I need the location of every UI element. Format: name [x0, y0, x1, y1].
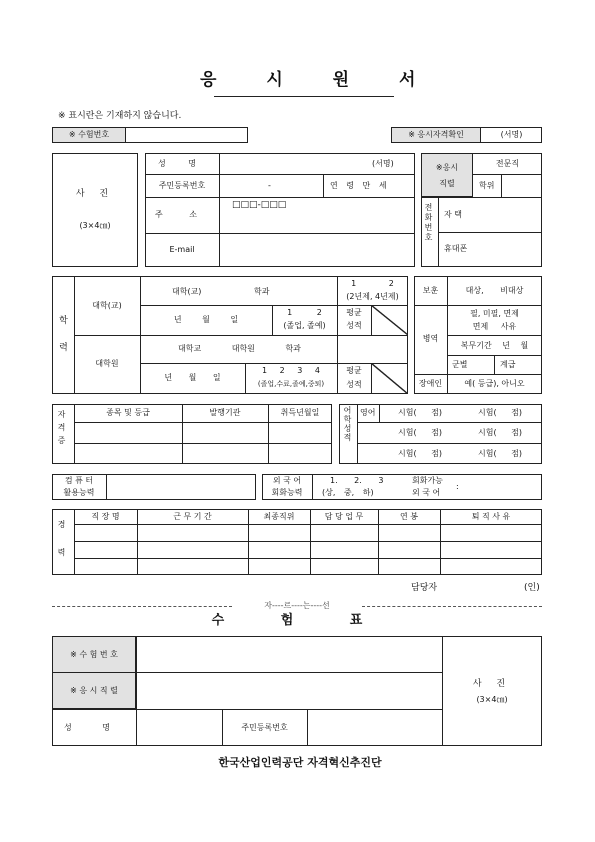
photo-size: (3×4㎝) — [79, 221, 111, 230]
ticket-title: 수 험 표 — [211, 613, 389, 628]
phone-side-label: 전화번호 — [424, 203, 433, 243]
age-label: 연 령 만 세 — [330, 181, 390, 190]
cut-line-right — [362, 606, 542, 607]
specialty-label: 전문직 — [495, 159, 520, 168]
grad-school-label: 대학원 — [95, 359, 119, 368]
degree-label: 학위 — [479, 181, 495, 190]
ticket-rrn-label: 주민등록번호 — [241, 723, 288, 732]
college-dept: 대학(교) 학과 — [172, 287, 270, 296]
rank-label: 계급 — [500, 360, 516, 369]
grad-gpa-1: 평균 — [346, 366, 362, 375]
gpa-slash-2 — [371, 363, 408, 394]
apply-job-label-2: 직렬 — [439, 179, 455, 188]
license-col-2: 발행기관 — [209, 408, 241, 417]
apply-job-label-cell — [421, 153, 473, 197]
license-col-3: 취득년월일 — [280, 408, 320, 417]
title-underline — [214, 96, 394, 97]
career-side-label: 경력 — [57, 520, 66, 576]
college-date-label: 년 월 일 — [173, 315, 239, 324]
grad-status-sub: (졸업,수료,졸예,중퇴) — [257, 380, 325, 388]
military-status-2: 면제 사유 — [472, 322, 517, 331]
notice-text: ※ 표시란은 기재하지 않습니다. — [58, 111, 182, 121]
photo-box[interactable] — [52, 153, 138, 267]
license-side-label: 자격증 — [57, 410, 66, 449]
conv-label-2: 외 국 어 — [412, 488, 441, 497]
lang-score-3a: 시험( 점) — [398, 449, 442, 458]
lang-score-1a: 시험( 점) — [398, 408, 442, 417]
career-col-1: 직 장 명 — [91, 512, 120, 521]
military-status-1: 필, 미필, 면제 — [470, 309, 519, 318]
exam-no-label: ※ 수험번호 — [68, 130, 110, 139]
grad-dept: 대학교 대학원 학과 — [178, 344, 301, 353]
service-period: 복무기간 년 월 — [460, 341, 529, 350]
career-col-2: 근 무 기 간 — [173, 512, 212, 521]
ticket-name-label: 성 명 — [64, 723, 124, 732]
cut-line-text: 자----르----는----선 — [264, 601, 330, 610]
postal-code: □□□-□□□ — [232, 200, 287, 210]
college-grad-sub: (졸업, 졸예) — [283, 321, 326, 330]
lang-score-3b: 시험( 점) — [478, 449, 522, 458]
photo-label: 사 진 — [75, 189, 115, 199]
veteran-label: 보훈 — [422, 286, 439, 295]
mobile-phone-label: 휴대폰 — [444, 244, 468, 253]
ticket-exam-no-label: ※ 수 험 번 호 — [70, 650, 118, 659]
college-gpa-2: 성적 — [346, 321, 362, 330]
apply-job-label-1: ※응시 — [435, 163, 459, 172]
grad-gpa-2: 성적 — [346, 380, 362, 389]
foreign-label-2: 회화능력 — [271, 488, 303, 497]
rrn-dash: - — [268, 181, 271, 190]
ticket-job-label: ※ 응 시 직 렬 — [70, 686, 118, 695]
ticket-photo-size: (3×4㎝) — [476, 695, 508, 704]
applicant-confirm-sign: (서명) — [500, 130, 523, 139]
veteran-value: 대상, 비대상 — [465, 286, 524, 295]
gpa-slash-1 — [371, 305, 408, 335]
cut-line-left — [52, 606, 232, 607]
college-years-sub: (2년제, 4년제) — [346, 292, 399, 301]
foreign-levels-sub: (상, 중, 하) — [322, 488, 374, 497]
grad-status: 1 2 3 4 — [262, 366, 320, 375]
education-side-label: 학력 — [57, 315, 67, 369]
military-label: 병역 — [422, 334, 439, 343]
career-col-5: 연 봉 — [400, 512, 418, 521]
address-label: 주 소 — [155, 210, 209, 219]
page-title: 응 시 원 서 — [200, 70, 438, 90]
computer-label-2: 활용능력 — [63, 488, 95, 497]
language-side-label: 어학성적 — [343, 406, 352, 442]
career-col-6: 퇴 직 사 유 — [471, 512, 511, 521]
computer-label-1: 컴 퓨 터 — [64, 476, 94, 485]
disabled-label: 장애인 — [418, 379, 443, 388]
name-label: 성 명 — [158, 159, 206, 168]
lang-score-2b: 시험( 점) — [478, 428, 522, 437]
college-gpa-1: 평균 — [346, 308, 362, 317]
grad-date-label: 년 월 일 — [164, 373, 221, 382]
career-col-4: 담 당 업 무 — [324, 512, 364, 521]
college-years: 1 2 — [351, 279, 394, 288]
disabled-value: 예( 등급), 아니오 — [464, 379, 525, 388]
license-col-1: 종목 및 등급 — [106, 408, 150, 417]
name-sign: (서명) — [372, 159, 394, 168]
branch-label: 군별 — [452, 360, 468, 369]
conv-label-1: 회화가능 — [412, 476, 443, 485]
foreign-label-1: 외 국 어 — [272, 476, 302, 485]
foreign-levels: 1. 2. 3 — [330, 476, 384, 485]
manager-seal: (인) — [524, 583, 540, 593]
conv-colon: : — [456, 482, 459, 491]
lang-score-2a: 시험( 점) — [398, 428, 442, 437]
home-phone-label: 자 택 — [444, 210, 462, 219]
email-label: E-mail — [169, 245, 195, 254]
english-label: 영어 — [360, 408, 376, 417]
organization-name: 한국산업인력공단 자격혁신추진단 — [218, 756, 382, 769]
ticket-photo-label: 사 진 — [472, 679, 512, 689]
college-label: 대학(교) — [92, 301, 122, 310]
career-col-3: 최종직위 — [263, 512, 295, 521]
rrn-label: 주민등록번호 — [158, 181, 206, 190]
manager-label: 담당자 — [411, 583, 438, 593]
lang-score-1b: 시험( 점) — [478, 408, 522, 417]
applicant-confirm-label: ※ 응시자격확인 — [408, 130, 464, 139]
college-grad: 1 2 — [287, 308, 322, 317]
